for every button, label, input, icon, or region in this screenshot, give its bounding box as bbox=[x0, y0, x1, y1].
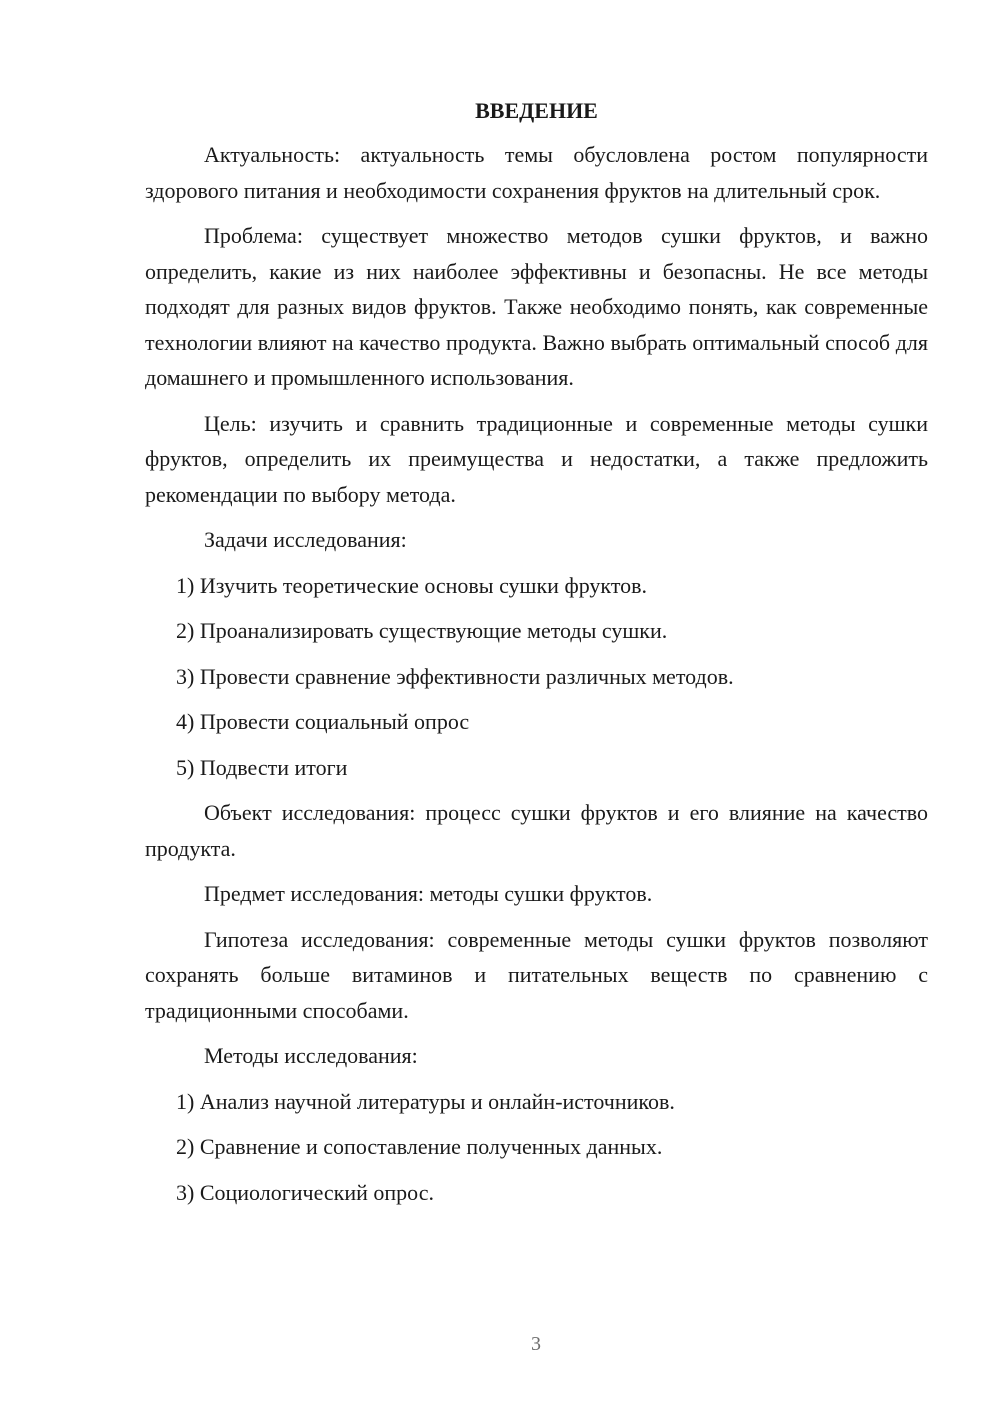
tasks-list bbox=[145, 568, 928, 786]
task-item: 1) Изучить теоретические основы сушки фруктов. bbox=[176, 572, 648, 598]
tasks-title: Задачи исследования: bbox=[204, 527, 407, 552]
object-paragraph: Объект исследования: процесс сушки фруктов и его влияние на качество продукта. bbox=[145, 800, 928, 861]
page-content bbox=[145, 95, 928, 1220]
method-item: 1) Анализ научной литературы и онлайн-источников. bbox=[176, 1088, 675, 1114]
task-item: 5) Подвести итоги bbox=[176, 754, 348, 780]
subject-paragraph: Предмет исследования: методы сушки фруктов. bbox=[204, 881, 653, 906]
methods-list bbox=[145, 1084, 928, 1211]
goal-paragraph: Цель: изучить и сравнить традиционные и современные методы сушки фруктов, определить их преимущества и недостатки, а также предложить рекомендации по выбору метода. bbox=[145, 410, 928, 507]
method-item: 2) Сравнение и сопоставление полученных данных. bbox=[176, 1134, 663, 1159]
hypothesis-paragraph: Гипотеза исследования: современные методы сушки фруктов позволяют сохранять больше витаминов и питательных веществ по сравнению с традиционными способами. bbox=[145, 926, 928, 1023]
methods-title: Методы исследования: bbox=[204, 1043, 418, 1068]
relevance-paragraph: Актуальность: актуальность темы обусловлена ростом популярности здорового питания и необходимости сохранения фруктов на длительный срок. bbox=[145, 142, 928, 203]
task-item: 3) Провести сравнение эффективности различных методов. bbox=[176, 663, 734, 689]
section-heading: ВВЕДЕНИЕ bbox=[475, 98, 598, 123]
problem-paragraph: Проблема: существует множество методов сушки фруктов, и важно определить, какие из них наиболее эффективны и безопасны. Не все методы подходят для разных видов фруктов. Также необходимо понять, как современные технологии влияют на качество продукта. Важно выбрать оптимальный способ для домашнего и промышленного использования. bbox=[145, 223, 928, 390]
task-item: 2) Проанализировать существующие методы сушки. bbox=[176, 618, 668, 643]
page-number: 3 bbox=[531, 1333, 541, 1355]
task-item: 4) Провести социальный опрос bbox=[176, 709, 470, 734]
method-item: 3) Социологический опрос. bbox=[176, 1179, 434, 1205]
